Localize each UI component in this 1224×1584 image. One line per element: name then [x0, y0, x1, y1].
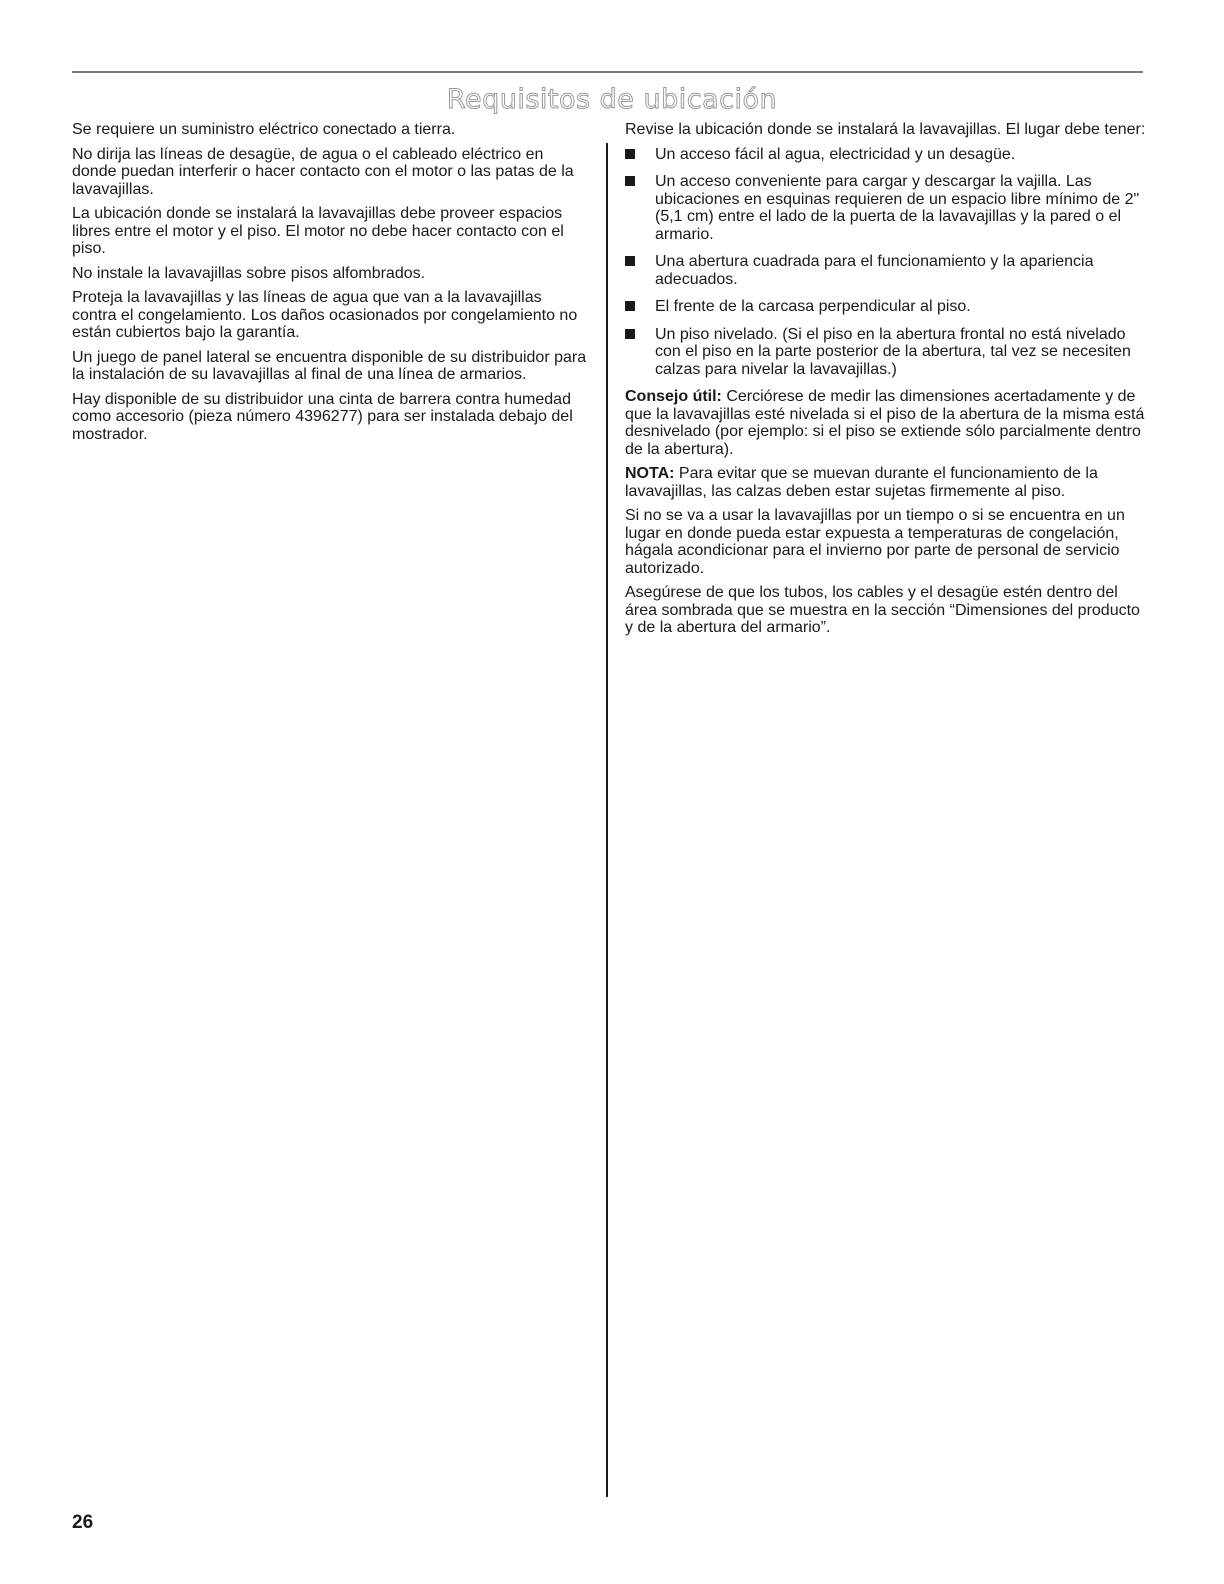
list-item-text: Un piso nivelado. (Si el piso en la abertura frontal no está nivelado con el piso en la parte posterior de la abertura, tal vez se necesiten calzas para nivelar la lavavajillas.)	[655, 325, 1131, 378]
tip-label: Consejo útil:	[625, 388, 722, 405]
paragraph: Un juego de panel lateral se encuentra disponible de su distribuidor para la instalación de su lavavajillas al final de una línea de armarios.	[72, 348, 587, 383]
bullet-square-icon	[625, 256, 635, 266]
bullet-square-icon	[625, 329, 635, 339]
tip-text: Cerciórese de medir las dimensiones acertadamente y de que la lavavajillas esté nivelada si el piso de la abertura de la misma está desnivelado (por ejemplo: si el piso se extiende sólo parcialmente dentro de la abertura).	[625, 388, 1145, 458]
list-item-text: Un acceso fácil al agua, electricidad y un desagüe.	[655, 145, 1016, 163]
paragraph: La ubicación donde se instalará la lavavajillas debe proveer espacios libres entre el motor y el piso. El motor no debe hacer contacto con el piso.	[72, 205, 564, 257]
paragraph: Se requiere un suministro eléctrico conectado a tierra.	[72, 121, 456, 138]
list-item-text: Un acceso conveniente para cargar y descargar la vajilla. Las ubicaciones en esquinas requieren de un espacio libre mínimo de 2" (5,1 cm) entre el lado de la puerta de la lavavajillas y la pared o el armario.	[655, 173, 1140, 243]
tip-paragraph	[625, 388, 1147, 458]
paragraph: No instale la lavavajillas sobre pisos alfombrados.	[72, 264, 426, 282]
note-label: NOTA:	[625, 465, 675, 482]
list-item	[625, 326, 1147, 379]
list-item	[625, 173, 1147, 243]
paragraph: Si no se va a usar la lavavajillas por un tiempo o si se encuentra en un lugar en donde pueda estar expuesta a temperaturas de congelación, hágala acondicionar para el invierno por parte de personal de servicio autorizado.	[625, 507, 1125, 577]
list-item	[625, 298, 1147, 316]
left-column	[72, 121, 587, 450]
bullet-square-icon	[625, 301, 635, 311]
note-paragraph	[625, 465, 1147, 500]
paragraph: Asegúrese de que los tubos, los cables y el desagüe estén dentro del área sombrada que se muestra en la sección “Dimensiones del producto y de la abertura del armario”.	[625, 584, 1140, 636]
top-rule	[72, 71, 1143, 73]
note-text: Para evitar que se muevan durante el funcionamiento de la lavavajillas, las calzas deben estar sujetas firmemente al piso.	[625, 465, 1098, 500]
column-divider	[606, 143, 608, 1497]
page-title: Requisitos de ubicación	[446, 84, 778, 115]
intro-paragraph: Revise la ubicación donde se instalará la lavavajillas. El lugar debe tener:	[625, 121, 1146, 138]
paragraph: No dirija las líneas de desagüe, de agua o el cableado eléctrico en donde puedan interferir o hacer contacto con el motor o las patas de la lavavajillas.	[72, 145, 574, 198]
page-number: 26	[72, 1512, 94, 1533]
list-item	[625, 253, 1147, 288]
requirements-list	[625, 146, 1147, 379]
bullet-square-icon	[625, 176, 635, 186]
paragraph: Proteja la lavavajillas y las líneas de agua que van a la lavavajillas contra el congelamiento. Los daños ocasionados por congelamiento no están cubiertos bajo la garantía.	[72, 289, 578, 341]
paragraph: Hay disponible de su distribuidor una cinta de barrera contra humedad como accesorio (pieza número 4396277) para ser instalada debajo del mostrador.	[72, 390, 573, 443]
list-item-text: Una abertura cuadrada para el funcionamiento y la apariencia adecuados.	[655, 253, 1094, 288]
right-column	[625, 121, 1147, 644]
list-item-text: El frente de la carcasa perpendicular al piso.	[655, 298, 971, 315]
list-item	[625, 146, 1147, 164]
bullet-square-icon	[625, 149, 635, 159]
